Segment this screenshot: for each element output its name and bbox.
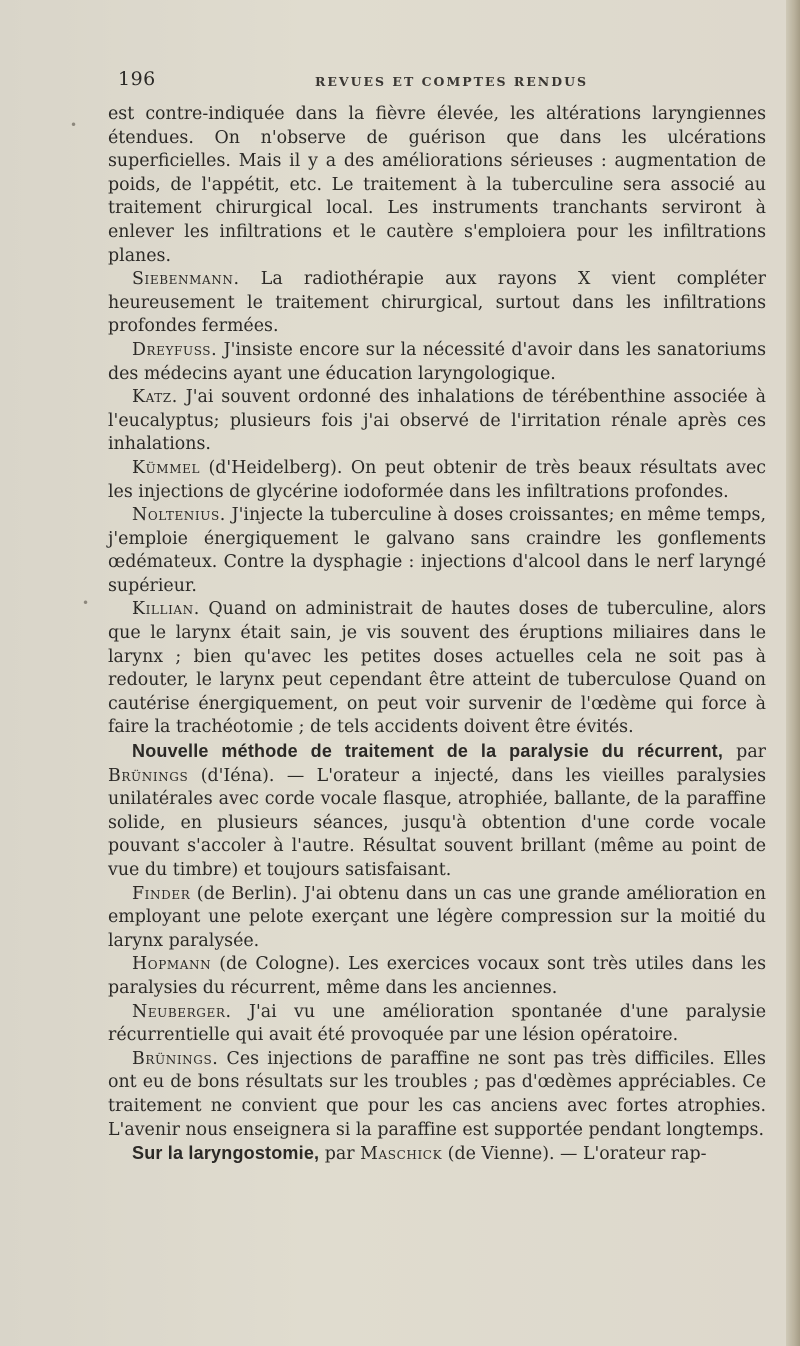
paragraph-text: J'ai souvent ordonné des inhalations de térébenthine associée à l'eucalyptus; plusieurs fois j'ai observé de l'irritation rénale après ces inhalations. <box>108 387 766 455</box>
speaker-name: Hopmann <box>132 954 212 975</box>
paragraph-text: (de Berlin). J'ai obtenu dans un cas une grande amélioration en employant une pelote exerçant une légère compression sur la moitié du larynx paralysée. <box>108 883 766 951</box>
paragraph-text: par <box>723 742 766 763</box>
paragraph <box>108 1048 766 1142</box>
speaker-name: Brünings <box>108 765 189 786</box>
paragraph <box>108 953 766 1000</box>
paragraph-text: J'ai vu une amélioration spontanée d'une paralysie récurrentielle qui avait été provoquée par une lésion opératoire. <box>108 1001 766 1046</box>
paragraph-text: J'injecte la tuberculine à doses croissantes; en même temps, j'emploie énergiquement le galvano sans craindre les gonflements œdémateux. Contre la dysphagie : injections d'alcool dans le nerf laryngé supérieur. <box>108 505 766 596</box>
running-header <box>118 68 768 98</box>
speaker-name: Finder <box>132 883 191 904</box>
paragraph <box>108 504 766 598</box>
section-paragraph <box>108 1142 766 1167</box>
speaker-name: Maschick <box>360 1144 443 1165</box>
paragraph-text: Quand on administrait de hautes doses de tuberculine, alors que le larynx était sain, je vis souvent des éruptions miliaires dans le larynx ; bien qu'avec les petites doses actuelles cela ne soit pas à redouter, le larynx peut cependant être atteint de tuberculose Quand on cautérise énergiquement, on peut voir survenir de l'œdème qui force à faire la trachéotomie ; de tels accidents doivent être évités. <box>108 599 766 738</box>
paragraph <box>108 339 766 386</box>
paragraph <box>108 457 766 504</box>
paragraph <box>108 1001 766 1048</box>
speaker-name: Noltenius. <box>132 505 226 526</box>
speaker-name: Dreyfuss. <box>132 339 218 360</box>
margin-speck: • <box>82 596 90 610</box>
margin-speck: • <box>70 118 78 132</box>
running-title: REVUES ET COMPTES RENDUS <box>315 74 588 89</box>
page-number: 196 <box>118 68 156 90</box>
paragraph <box>108 268 766 339</box>
paragraph <box>108 883 766 954</box>
page-edge <box>786 0 800 1346</box>
paragraph-text: par <box>319 1144 361 1165</box>
paragraph-text: est contre-indiquée dans la fièvre élevée, les altérations laryngiennes étendues. On n'observe de guérison que dans les ulcérations superficielles. Mais il y a des améliorations sérieuses : augmentation de poids, de l'appétit, etc. Le traitement à la tuberculine sera associé au traitement chirurgical local. Les instruments tranchants serviront à enlever les infiltrations et le cautère s'emploiera pour les infiltrations planes. <box>108 104 766 266</box>
body-text <box>108 103 766 1167</box>
speaker-name: Neuberger. <box>132 1001 232 1022</box>
paragraph-text: Ces injections de paraffine ne sont pas très difficiles. Elles ont eu de bons résultats sur les troubles ; pas d'œdèmes appréciables. Ce traitement ne convient que pour les cas anciens avec fortes atrophies. L'avenir nous enseignera si la paraffine est supportée pendant longtemps. <box>108 1048 766 1140</box>
paragraph-text: (d'Heidelberg). On peut obtenir de très beaux résultats avec les injections de glycérine iodoformée dans les infiltrations profondes. <box>108 457 766 502</box>
paragraph-text: (d'Iéna). — L'orateur a injecté, dans les vieilles paralysies unilatérales avec corde vocale flasque, atrophiée, ballante, de la paraffine solide, en plusieurs séances, jusqu'à obtention d'une corde vocale pouvant s'accoler à l'autre. Résultat souvent brillant (même au point de vue du timbre) et toujours satisfaisant. <box>108 765 766 880</box>
speaker-name: Siebenmann. <box>132 269 240 290</box>
speaker-name: Killian. <box>132 599 200 620</box>
paragraph <box>108 386 766 457</box>
section-paragraph <box>108 740 766 883</box>
paragraph-text: (de Vienne). — L'orateur rap- <box>442 1144 707 1165</box>
section-heading: Sur la laryngostomie, <box>132 1143 320 1164</box>
paragraph <box>108 598 766 740</box>
speaker-name: Kümmel <box>132 457 201 478</box>
paragraph-text: La radiothérapie aux rayons X vient compléter heureusement le traitement chirurgical, surtout dans les infiltrations profondes fermées. <box>108 269 766 337</box>
speaker-name: Katz. <box>132 387 178 408</box>
paragraph <box>108 103 766 268</box>
section-heading: Nouvelle méthode de traitement de la paralysie du récurrent, <box>132 741 724 762</box>
speaker-name: Brünings. <box>132 1048 219 1069</box>
paragraph-text: J'insiste encore sur la nécessité d'avoir dans les sanatoriums des médecins ayant une éducation laryngologique. <box>108 339 766 384</box>
paragraph-text: (de Cologne). Les exercices vocaux sont très utiles dans les paralysies du récurrent, même dans les anciennes. <box>108 954 766 998</box>
